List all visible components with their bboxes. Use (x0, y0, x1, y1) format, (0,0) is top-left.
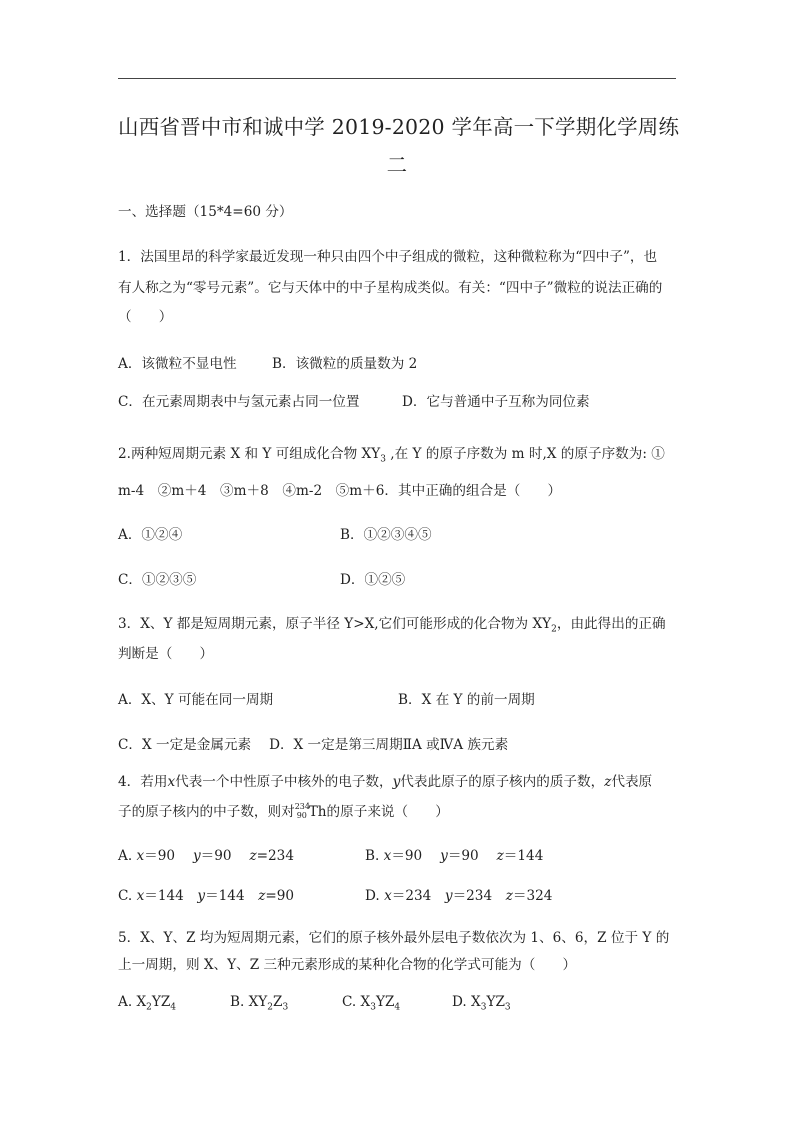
thorium-nuclide: 234 90 (294, 801, 310, 820)
question-1-option-a: A．该微粒不显电性 (118, 356, 237, 372)
question-4-option-a: A. x＝90 y＝90 z=234 (118, 848, 294, 864)
question-4-option-d: D. x＝234 y＝234 z＝324 (365, 888, 553, 904)
question-2-option-b: B．①②③④⑤ (340, 527, 432, 543)
question-1-option-b: B．该微粒的质量数为 2 (272, 356, 418, 372)
question-1-line-1: 1．法国里昂的科学家最近发现一种只由四个中子组成的微粒，这种微粒称为“四中子”，也 (118, 249, 658, 265)
question-3-line-2: 判断是（ ） (118, 646, 214, 662)
question-3-line-1: 3．X、Y 都是短周期元素，原子半径 Y>X,它们可能形成的化合物为 $XY_2$，由此得出的正确 (118, 616, 666, 635)
question-2-line-1: 2.两种短周期元素 X 和 Y 可组成化合物 $XY_3$ ,在 Y 的原子序数为 m 时,X 的原子序数为: ① (118, 446, 665, 465)
question-4-option-b: B. x＝90 y＝90 z＝144 (365, 848, 544, 864)
question-3-option-a: A．X、Y 可能在同一周期 (118, 692, 274, 708)
top-rule (118, 78, 676, 79)
question-2-line-2: m-4 ②m＋4 ③m＋8 ④m-2 ⑤m＋6．其中正确的组合是（ ） (118, 483, 562, 499)
section-heading: 一、选择题（15*4=60 分） (118, 204, 293, 220)
question-5-option-b: B. $XY_2Z_3$ (230, 994, 289, 1013)
question-2-option-a: A．①②④ (118, 527, 183, 543)
question-5-option-a: A. $X_2YZ_4$ (118, 994, 177, 1013)
question-2-option-d: D．①②⑤ (340, 572, 406, 588)
page-title-continued: 二 (386, 153, 408, 177)
question-1-option-c: C．在元素周期表中与氢元素占同一位置 (118, 394, 360, 410)
question-3-options-c-d: C．X 一定是金属元素 D．X 一定是第三周期ⅡA 或ⅣA 族元素 (118, 737, 509, 753)
question-4-line-2: 子的原子核内的中子数，则对 234 90 Th的原子来说（ ） (118, 801, 449, 820)
page-title: 山西省晋中市和诚中学 2019-2020 学年高一下学期化学周练 (118, 115, 680, 139)
question-1-option-d: D．它与普通中子互称为同位素 (402, 394, 590, 410)
question-1-line-2: 有人称之为“零号元素”。它与天体中的中子星构成类似。有关：“四中子”微粒的说法正确的 (118, 280, 663, 296)
question-2-option-c: C．①②③⑤ (118, 572, 197, 588)
question-4-option-c: C. x＝144 y＝144 z=90 (118, 888, 295, 904)
question-5-option-d: D. $X_3YZ_3$ (452, 994, 511, 1013)
question-3-option-b: B．X 在 Y 的前一周期 (398, 692, 535, 708)
question-4-line-1: 4．若用x代表一个中性原子中核外的电子数，y代表此原子的原子核内的质子数，z代表原 (118, 774, 653, 790)
question-5-line-1: 5．X、Y、Z 均为短周期元素，它们的原子核外最外层电子数依次为 1、6、6，Z 位于 Y 的 (118, 930, 670, 946)
question-1-line-3: （ ） (118, 309, 173, 325)
question-5-option-c: C. $X_3YZ_4$ (342, 994, 401, 1013)
question-5-line-2: 上一周期，则 X、Y、Z 三种元素形成的某种化合物的化学式可能为（ ） (118, 957, 577, 973)
